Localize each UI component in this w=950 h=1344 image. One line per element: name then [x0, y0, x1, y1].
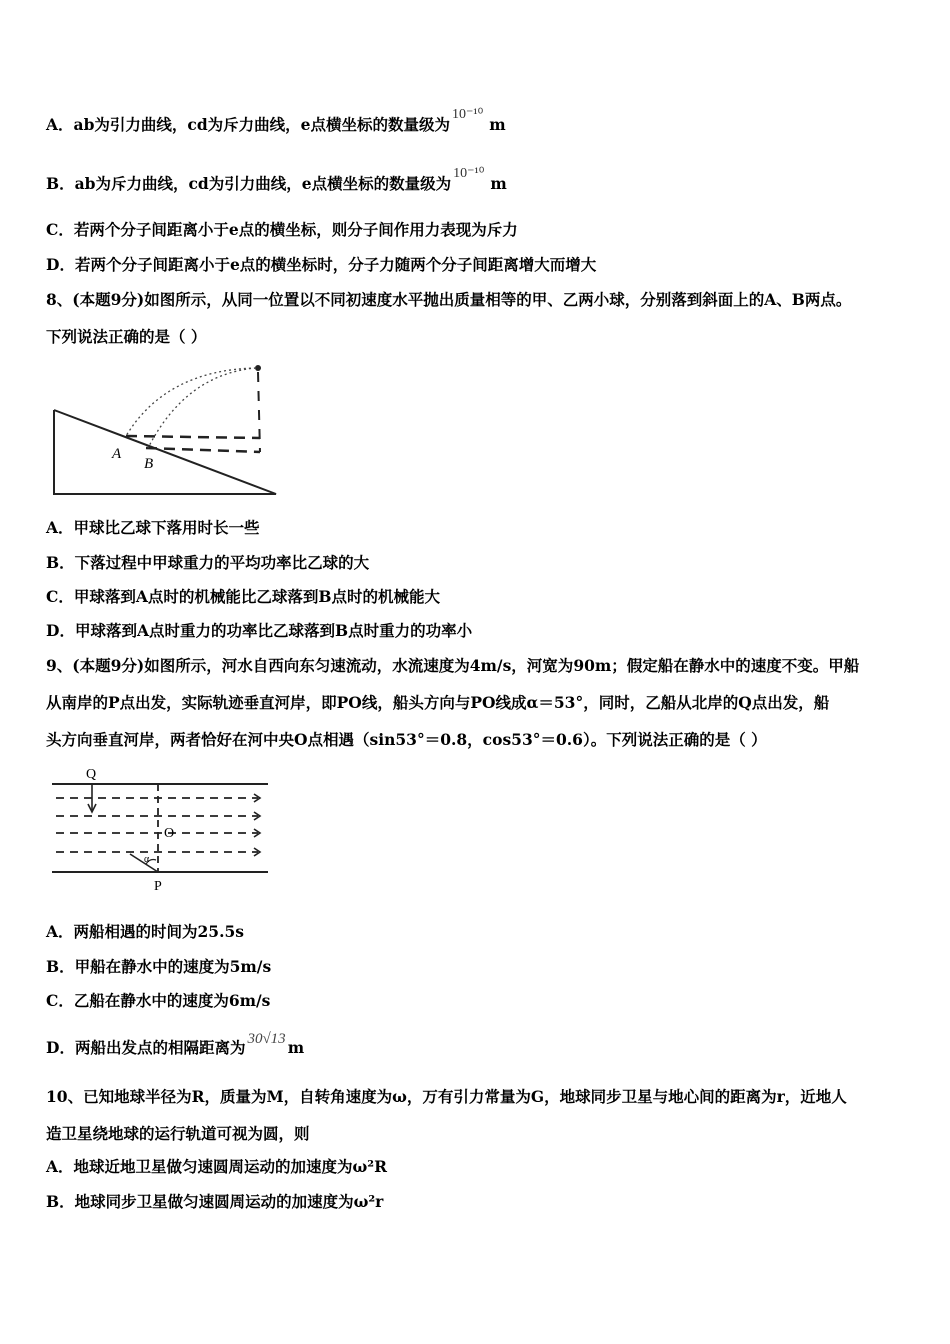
q7-option-b [46, 166, 507, 196]
q9-stem-line2: 从南岸的P点出发，实际轨迹垂直河岸，即PO线，船头方向与PO线成α＝53°，同时，乙船从北岸的Q点出发，船 [46, 693, 830, 712]
q7-option-b-text: B．ab为斥力曲线，cd为引力曲线，e点横坐标的数量级为 [46, 174, 452, 193]
label-o: O [164, 826, 175, 841]
q10-option-b: B．地球同步卫星做匀速圆周运动的加速度为ω²r [46, 1192, 384, 1211]
q9-stem-line3: 头方向垂直河岸，两者恰好在河中央O点相遇（sin53°＝0.8，cos53°＝0.6）。下列说法正确的是（ ） [46, 730, 767, 749]
trajectory-a [126, 368, 256, 436]
q9-option-c: C．乙船在静水中的速度为6m/s [46, 991, 271, 1010]
q7-option-a-exponent: 10⁻¹⁰ [452, 107, 484, 122]
label-b: B [144, 456, 154, 472]
label-q: Q [86, 767, 97, 782]
label-a: A [112, 446, 122, 462]
q7-option-b-unit: m [490, 174, 507, 193]
q8-stem-line2: 下列说法正确的是（ ） [46, 327, 207, 346]
q7-option-a-text: A．ab为引力曲线，cd为斥力曲线，e点横坐标的数量级为 [46, 115, 451, 134]
q8-option-a: A．甲球比乙球下落用时长一些 [46, 518, 260, 537]
vertical-dashed [258, 372, 260, 452]
q9-option-b: B．甲船在静水中的速度为5m/s [46, 957, 272, 976]
q9-option-d-text: D．两船出发点的相隔距离为 [46, 1038, 246, 1057]
q9-option-d-expression: 30√13 [247, 1031, 286, 1047]
q10-stem-line1: 10、已知地球半径为R，质量为M，自转角速度为ω，万有引力常量为G，地球同步卫星与地心间的距离为r，近地人 [46, 1087, 847, 1106]
q8-incline-figure [46, 360, 286, 500]
q9-river-figure [46, 762, 276, 896]
q10-option-a: A．地球近地卫星做匀速圆周运动的加速度为ω²R [46, 1157, 387, 1176]
q7-option-a [46, 107, 506, 137]
label-alpha: α [144, 854, 150, 865]
q7-option-b-exponent: 10⁻¹⁰ [453, 166, 485, 181]
q8-option-b: B．下落过程中甲球重力的平均功率比乙球的大 [46, 553, 370, 572]
q8-option-d: D．甲球落到A点时重力的功率比乙球落到B点时重力的功率小 [46, 621, 473, 640]
q9-option-d [46, 1031, 305, 1059]
q9-option-a: A．两船相遇的时间为25.5s [46, 922, 245, 941]
q9-stem-line1: 9、(本题9分)如图所示，河水自西向东匀速流动，水流速度为4m/s，河宽为90m；假定船在静水中的速度不变。甲船 [46, 656, 860, 675]
label-p: P [154, 879, 162, 894]
q9-option-d-unit: m [287, 1038, 305, 1057]
q7-option-c: C．若两个分子间距离小于e点的横坐标，则分子间作用力表现为斥力 [46, 220, 518, 239]
q8-stem-line1: 8、(本题9分)如图所示，从同一位置以不同初速度水平抛出质量相等的甲、乙两小球，分别落到斜面上的A、B两点。 [46, 290, 852, 309]
q7-option-d: D．若两个分子间距离小于e点的横坐标时，分子力随两个分子间距离增大而增大 [46, 255, 597, 274]
q10-stem-line2: 造卫星绕地球的运行轨道可视为圆，则 [46, 1124, 310, 1143]
horizontal-dashed-a [126, 436, 260, 438]
flow-arrowheads [254, 794, 260, 856]
q7-option-a-unit: m [489, 115, 506, 134]
q8-option-c: C．甲球落到A点时的机械能比乙球落到B点时的机械能大 [46, 587, 440, 606]
